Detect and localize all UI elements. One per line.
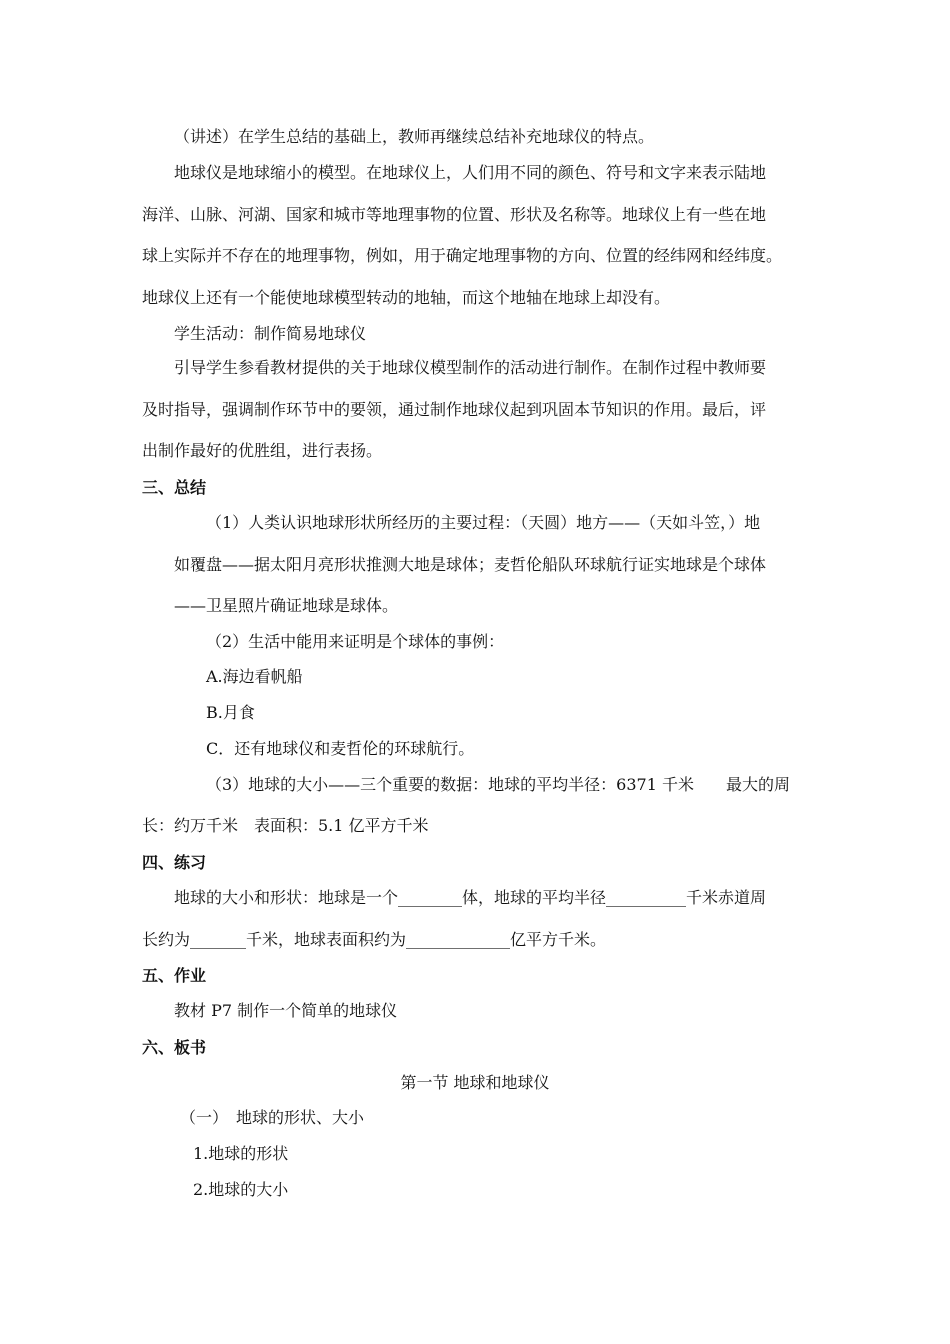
paragraph-line: 教材 P7 制作一个简单的地球仪 [174,1001,398,1020]
paragraph-line: 学生活动：制作简易地球仪 [174,324,367,343]
board-item: （一） 地球的形状、大小 [180,1108,365,1127]
paragraph-line: 如覆盘——据太阳月亮形状推测大地是球体；麦哲伦船队环球航行证实地球是个球体 [174,555,767,574]
paragraph-line: 球上实际并不存在的地理事物，例如，用于确定地理事物的方向、位置的经纬网和经纬度。 [142,246,783,265]
paragraph-line: 长约为_______千米，地球表面积约为_____________亿平方千米。 [142,930,607,949]
section-heading-board: 六、板书 [142,1038,207,1057]
list-item: A.海边看帆船 [206,667,303,686]
list-item: B.月食 [206,703,255,722]
section-heading-homework: 五、作业 [142,966,207,985]
paragraph-line: 地球仪上还有一个能使地球模型转动的地轴，而这个地轴在地球上却没有。 [142,288,671,307]
paragraph-line: 长：约万千米 表面积：5.1 亿平方千米 [142,816,429,835]
paragraph-line: 海洋、山脉、河湖、国家和城市等地理事物的位置、形状及名称等。地球仪上有一些在地 [142,205,767,224]
paragraph-line: （1）人类认识地球形状所经历的主要过程：（天圆）地方——（天如斗笠，）地 [206,513,761,532]
board-item: 2.地球的大小 [193,1180,289,1199]
section-heading-exercise: 四、练习 [142,853,207,872]
section-heading-summary: 三、总结 [142,478,207,497]
board-item: 1.地球的形状 [193,1144,289,1163]
paragraph-line: （2）生活中能用来证明是个球体的事例： [206,632,505,651]
paragraph-line: 地球仪是地球缩小的模型。在地球仪上，人们用不同的颜色、符号和文字来表示陆地 [174,163,767,182]
list-item: C．还有地球仪和麦哲伦的环球航行。 [206,739,475,758]
paragraph-line: 引导学生参看教材提供的关于地球仪模型制作的活动进行制作。在制作过程中教师要 [174,358,767,377]
paragraph-line: 及时指导，强调制作环节中的要领，通过制作地球仪起到巩固本节知识的作用。最后，评 [142,400,767,419]
paragraph-line: ——卫星照片确证地球是球体。 [174,596,399,615]
paragraph-line: （讲述）在学生总结的基础上，教师再继续总结补充地球仪的特点。 [174,127,655,146]
board-title: 第一节 地球和地球仪 [400,1073,550,1092]
paragraph-line: 地球的大小和形状：地球是一个________体，地球的平均半径__________千米赤道周 [174,888,767,907]
paragraph-line: 出制作最好的优胜组，进行表扬。 [142,441,383,460]
paragraph-line: （3）地球的大小——三个重要的数据：地球的平均半径：6371 千米 最大的周 [206,775,790,794]
